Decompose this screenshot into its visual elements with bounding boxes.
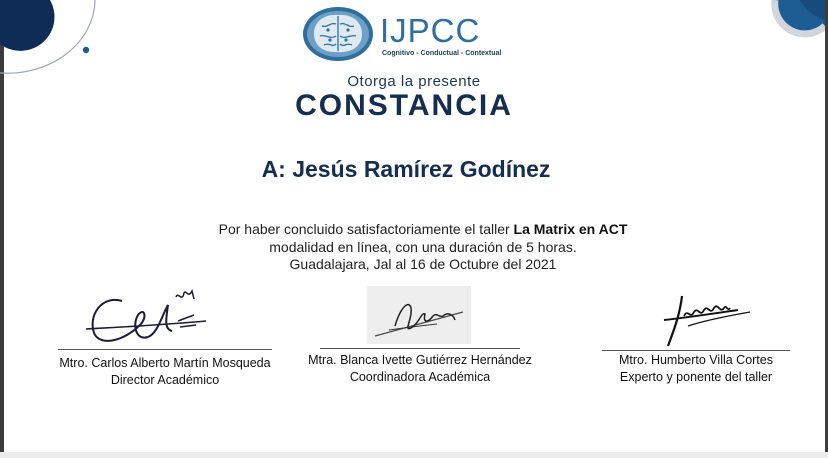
signature-1-role: Director Académico: [110, 373, 220, 387]
signature-1-handwriting: [82, 285, 212, 351]
signature-2-handwriting: [367, 286, 471, 344]
body-line-2: modalidad en línea, con una duración de 5 horas.: [269, 238, 577, 255]
signature-2-line: [320, 348, 520, 349]
grants-text: Otorga la presente: [347, 73, 481, 90]
bottom-border: [0, 452, 828, 458]
ijpcc-logo: [302, 6, 512, 66]
signature-1-line: [58, 349, 272, 350]
top-right-corner-decoration: [745, 0, 825, 55]
signature-3-role: Experto y ponente del taller: [619, 370, 773, 384]
certificate-body: [0, 221, 828, 274]
signature-3-name: Mtro. Humberto Villa Cortes: [619, 353, 773, 367]
signature-1-name: Mtro. Carlos Alberto Martín Mosqueda: [59, 356, 271, 370]
certificate-title: CONSTANCIA: [295, 89, 513, 122]
signature-3-line: [602, 350, 790, 351]
logo-name: IJPCC: [380, 12, 481, 49]
body-line-1-prefix: Por haber concluido satisfactoriamente el taller: [218, 221, 514, 237]
top-left-corner-decoration: [0, 0, 110, 80]
signature-2-name: Mtra. Blanca Ivette Gutiérrez Hernández: [308, 353, 532, 367]
signature-3-handwriting: [660, 290, 756, 352]
recipient-name: A: Jesús Ramírez Godínez: [261, 156, 551, 182]
brain-icon: [302, 6, 374, 62]
logo-tagline: Cognitivo - Conductual - Contextual: [382, 50, 502, 57]
body-line-1: [0, 221, 828, 239]
body-line-3: Guadalajara, Jal al 16 de Octubre del 2021: [289, 256, 557, 272]
workshop-name: La Matrix en ACT: [513, 221, 628, 237]
signature-2-role: Coordinadora Académica: [349, 370, 491, 384]
